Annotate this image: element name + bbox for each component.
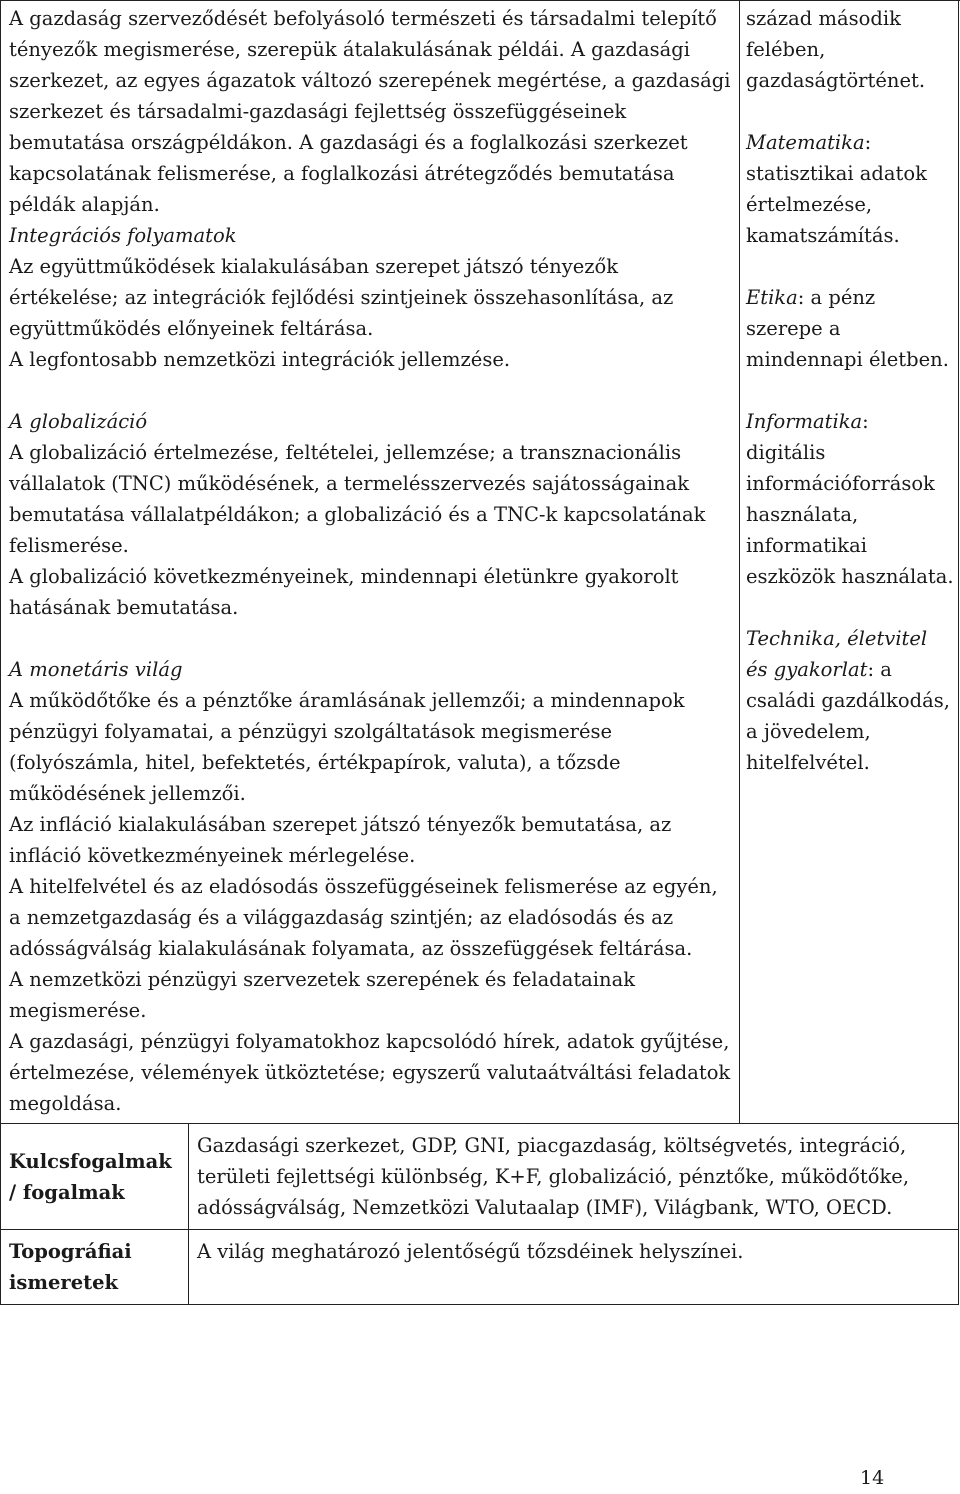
monetary-heading: A monetáris világ bbox=[9, 658, 183, 681]
content-cell bbox=[1, 1, 740, 1124]
connections-cell bbox=[740, 1, 959, 1124]
key-concepts-text-cell bbox=[189, 1124, 959, 1230]
key-concepts-label: Kulcsfogalmak / fogalmak bbox=[9, 1149, 172, 1204]
integration-paragraph-2: A legfontosabb nemzetközi integrációk jellemzése. bbox=[9, 348, 511, 371]
intro-paragraph: A gazdaság szerveződését befolyásoló természeti és társadalmi telepítő tényezők megismerése, szerepük átalakulásának példái. A gazdasági szerkezet, az egyes ágazatok változó szerepének megértése, a gazdasági szerkezet és társadalmi-gazdasági fejlettség összefüggéseinek bemutatása országpéldákon. A gazdasági és a foglalkozási szerkezet kapcsolatának felismerése, a foglalkozási átrétegződés bemutatása példák alapján. bbox=[9, 7, 731, 216]
globalization-paragraph-2: A globalizáció következményeinek, mindennapi életünkre gyakorolt hatásának bemutatása. bbox=[9, 565, 679, 619]
it-text: digitális információforrások használata, informatikai eszközök használata. bbox=[746, 441, 954, 588]
it-connection: Informatika: digitális információforrások használata, informatikai eszközök használata. bbox=[746, 410, 954, 588]
topography-label: Topográfiai ismeretek bbox=[9, 1240, 132, 1294]
history-connection: század második felében, gazdaságtörténet. bbox=[746, 7, 926, 92]
monetary-paragraph-2: Az infláció kialakulásában szerepet játszó tényezők bemutatása, az infláció következményeinek mérlegelése. bbox=[9, 813, 672, 867]
page-number: 14 bbox=[860, 1467, 885, 1489]
topography-text-cell bbox=[189, 1230, 959, 1305]
topography-text: A világ meghatározó jelentőségű tőzsdéinek helyszínei. bbox=[197, 1240, 744, 1263]
monetary-paragraph-1: A működőtőke és a pénztőke áramlásának jellemzői; a mindennapok pénzügyi folyamatai, a pénzügyi szolgáltatások megismerése (folyószámla, hitel, befektetés, értékpapírok, valuta), a tőzsde működésének jellemzői. bbox=[9, 689, 685, 805]
tech-text: a családi gazdálkodás, a jövedelem, hitelfelvétel. bbox=[746, 658, 950, 774]
monetary-paragraph-4: A nemzetközi pénzügyi szervezetek szerepének és feladatainak megismerése. bbox=[9, 968, 636, 1022]
math-connection: Matematika: statisztikai adatok értelmezése, kamatszámítás. bbox=[746, 131, 927, 247]
tech-connection: Technika, életvitel és gyakorlat: a családi gazdálkodás, a jövedelem, hitelfelvétel. bbox=[746, 627, 950, 774]
key-concepts-label-cell bbox=[1, 1124, 189, 1230]
math-label: Matematika bbox=[746, 131, 865, 154]
integration-paragraph-1: Az együttműködések kialakulásában szerepet játszó tényezők értékelése; az integrációk fejlődési szintjeinek összehasonlítása, az együttműködés előnyeinek feltárása. bbox=[9, 255, 674, 340]
integration-heading: Integrációs folyamatok bbox=[9, 224, 237, 247]
monetary-paragraph-3: A hitelfelvétel és az eladósodás összefüggéseinek felismerése az egyén, a nemzetgazdaság és a világgazdaság szintjén; az eladósodás és az adósságválság kialakulásának folyamata, az összefüggések feltárása. bbox=[9, 875, 718, 960]
ethics-connection: Etika: a pénz szerepe a mindennapi életben. bbox=[746, 286, 949, 371]
math-text: statisztikai adatok értelmezése, kamatszámítás. bbox=[746, 162, 927, 247]
globalization-heading: A globalizáció bbox=[9, 410, 148, 433]
it-label: Informatika bbox=[746, 410, 863, 433]
ethics-text: a pénz szerepe a mindennapi életben. bbox=[746, 286, 949, 371]
key-concepts-text: Gazdasági szerkezet, GDP, GNI, piacgazdaság, költségvetés, integráció, területi fejlettségi különbség, K+F, globalizáció, pénztőke, működőtőke, adósságválság, Nemzetközi Valutaalap (IMF), Világbank, WTO, OECD. bbox=[197, 1134, 910, 1219]
monetary-paragraph-5: A gazdasági, pénzügyi folyamatokhoz kapcsolódó hírek, adatok gyűjtése, értelmezése, vélemények ütköztetése; egyszerű valutaátváltási feladatok megoldása. bbox=[9, 1030, 731, 1115]
topography-label-cell bbox=[1, 1230, 189, 1305]
globalization-paragraph-1: A globalizáció értelmezése, feltételei, jellemzése; a transznacionális vállalatok (TNC) működésének, a termelésszervezés sajátosságainak bemutatása vállalatpéldákon; a globalizáció és a TNC-k kapcsolatának felismerése. bbox=[9, 441, 706, 557]
tech-label: Technika, életvitel és gyakorlat bbox=[746, 627, 928, 681]
ethics-label: Etika bbox=[746, 286, 798, 309]
